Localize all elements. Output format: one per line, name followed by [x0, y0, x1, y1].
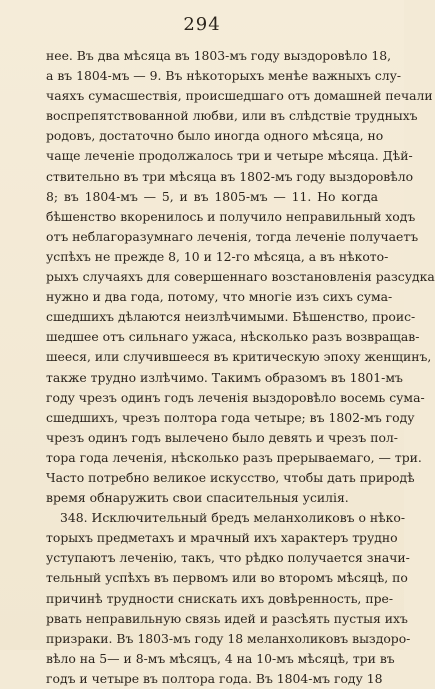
text-line: годъ и четыре въ полтора года. Въ 1804-мъ году 18 — [46, 670, 383, 686]
text-line: чрезъ одинъ годъ вылечено было девять и чрезъ пол- — [46, 429, 398, 445]
text-line: торыхъ предметахъ и мрачный ихъ характеръ трудно — [46, 530, 398, 546]
text-line: шееся, или случившееся въ критическую эпоху женщинъ, — [46, 349, 432, 365]
text-line: ствительно въ три мѣсяца въ 1802-мъ году выздоровѣло — [46, 168, 414, 184]
body-text — [46, 46, 435, 689]
text-line: причинѣ трудности снискать ихъ довѣренность, пре- — [46, 590, 394, 606]
text-line: нужно и два года, потому, что многіе изъ сихъ сума- — [46, 289, 393, 305]
text-line: воспрепятствованной любви, или въ слѣдствіе трудныхъ — [46, 108, 418, 124]
text-line: а въ 1804-мъ — 9. Въ нѣкоторыхъ менѣе важныхъ слу- — [46, 68, 402, 84]
text-line: сшедшихъ, чрезъ полтора года четыре; въ 1802-мъ году — [46, 409, 415, 425]
text-line: родовъ, достаточно было иногда одного мѣсяца, но — [46, 128, 384, 144]
text-line: бѣшенство вкоренилось и получило неправильный ходъ — [46, 208, 416, 224]
text-line: сшедшихъ дѣлаются неизлѣчимыми. Бѣшенство, проис- — [46, 309, 416, 325]
text-line: нее. Въ два мѣсяца въ 1803-мъ году выздоровѣло 18, — [46, 48, 392, 63]
text-line: 8; въ 1804-мъ — 5, и въ 1805-мъ — 11. Но когда — [46, 188, 378, 204]
text-line: призраки. Въ 1803-мъ году 18 меланхоликовъ выздоро- — [46, 630, 411, 646]
text-line: успѣхъ не прежде 8, 10 и 12-го мѣсяца, а въ нѣкото- — [46, 248, 389, 264]
text-line: уступаютъ леченію, такъ, что рѣдко получается значи- — [46, 550, 410, 566]
page-number: 294 — [183, 14, 221, 35]
text-line: чаяхъ сумасшествія, происшедшаго отъ домашней печали — [46, 88, 433, 104]
text-line: тора года леченія, нѣсколько разъ прерываемаго, — три. — [46, 449, 422, 465]
text-line: тельный успѣхъ въ первомъ или во второмъ мѣсяцѣ, по — [46, 570, 408, 586]
text-line: Часто потребно великое искусство, чтобы дать природѣ — [46, 469, 415, 485]
text-line: шедшее отъ сильнаго ужаса, нѣсколько разъ возвращав- — [46, 329, 420, 345]
text-line: рыхъ случаяхъ для совершеннаго возстановленія разсудка — [46, 269, 435, 285]
text-line: 348. Исключительный бредъ меланхоликовъ о нѣко- — [60, 510, 406, 526]
text-line: чаще леченіе продолжалось три и четыре мѣсяца. Дѣй- — [46, 148, 413, 164]
text-line: году чрезъ одинъ годъ леченія выздоровѣло восемь сума- — [46, 389, 425, 405]
text-line: также трудно излѣчимо. Такимъ образомъ въ 1801-мъ — [46, 369, 403, 385]
text-line: вѣло на 5— и 8-мъ мѣсяцъ, 4 на 10-мъ мѣсяцѣ, три въ — [46, 650, 395, 666]
text-line: рвать неправильную связь идей и разсѣять пустыя ихъ — [46, 610, 408, 626]
text-line: время обнаружить свои спасительныя усилія. — [46, 490, 349, 506]
text-line: отъ неблагоразумнаго леченія, тогда леченіе получаетъ — [46, 228, 419, 244]
